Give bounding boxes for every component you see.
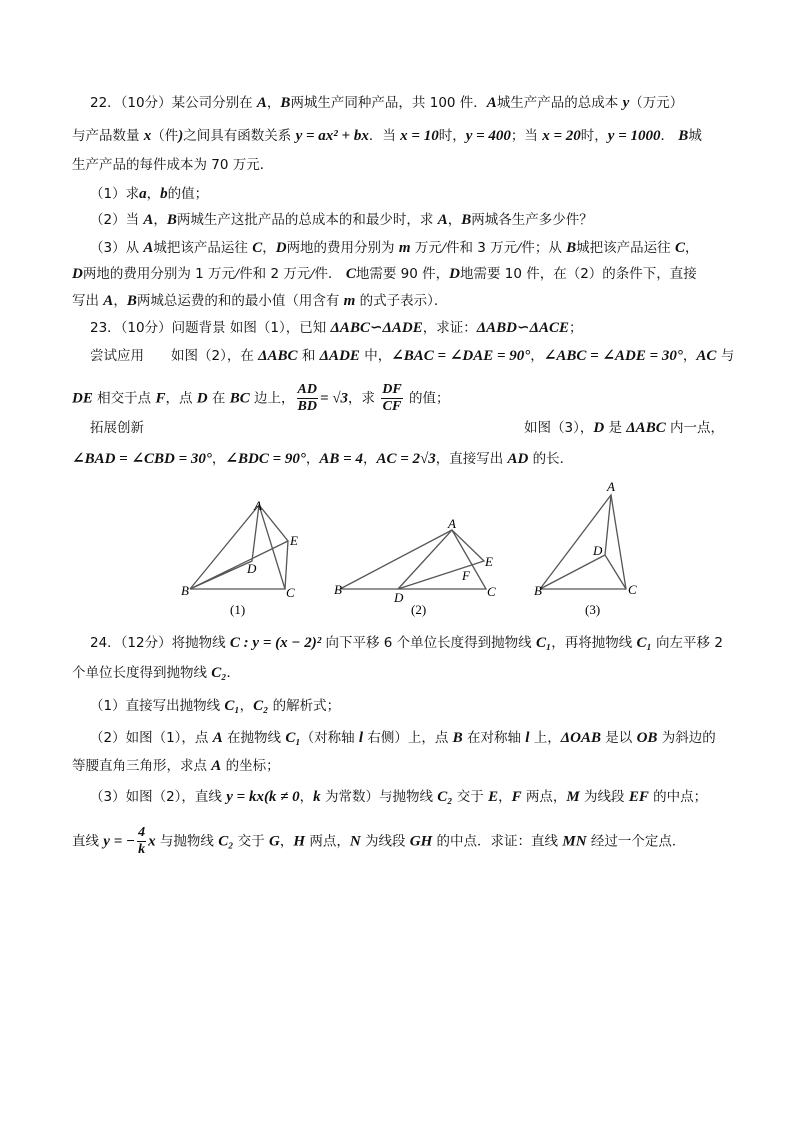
text-run: ， <box>530 348 544 364</box>
math-expression: F <box>511 789 522 805</box>
math-expression: B <box>126 293 137 309</box>
math-expression: G <box>269 833 280 850</box>
math-expression: F <box>155 390 166 407</box>
text-run: 右侧）上，点 <box>363 730 453 746</box>
math-expression: A <box>103 293 114 309</box>
math-expression: y = − <box>103 833 136 850</box>
text-run: 个单位长度得到抛物线 <box>72 665 212 681</box>
text-run: 的值； <box>404 390 450 407</box>
text-run: 与 <box>716 348 735 364</box>
math-expression: D <box>196 390 208 407</box>
text-run: 交于 <box>233 833 270 850</box>
math-expression: x <box>148 833 156 850</box>
text-run: 件． <box>314 266 346 282</box>
fraction-numerator: AD <box>297 382 317 397</box>
text-run: 为线段 <box>579 789 629 805</box>
math-expression: C₁ <box>636 635 652 651</box>
text-run: 件；从 <box>521 240 567 256</box>
fig2-label-c: C <box>487 584 496 599</box>
math-expression: C₁ <box>535 635 552 651</box>
text-run: 两城生产这批产品的总成本的和最少时，求 <box>176 212 438 228</box>
math-expression: x = 10 <box>400 128 439 144</box>
math-expression: GH <box>409 833 433 850</box>
text-run: ， <box>299 789 314 805</box>
text-run: ， <box>498 789 512 805</box>
text-run: 与抛物线 <box>155 833 219 850</box>
text-run: 22．（10分）某公司分别在 <box>90 95 257 111</box>
math-expression: y = kx(k ≠ 0 <box>226 789 300 805</box>
math-expression: C <box>345 266 356 282</box>
text-run: ，求证： <box>422 320 477 336</box>
text-run: ，再将抛物线 <box>551 635 637 651</box>
text-run: 生产产品的每件成本为 70 万元． <box>72 157 274 173</box>
math-expression: y = 400 <box>465 128 511 144</box>
text-run: 的值； <box>167 186 209 202</box>
math-expression: C₁ <box>224 698 240 714</box>
math-expression: ∠ABC = ∠ADE = 30° <box>543 348 683 364</box>
text-run: 与产品数量 <box>72 128 144 144</box>
text-run: 如图（3）， <box>524 420 594 436</box>
math-expression: A <box>211 758 222 774</box>
text-run: 的坐标； <box>221 758 280 774</box>
text-run: 城 <box>688 128 702 144</box>
text-run: ， <box>262 240 276 256</box>
fig1-label-d: D <box>247 561 257 576</box>
text-run: （件 <box>151 128 179 144</box>
math-expression: l <box>525 730 530 746</box>
fig2-label-e: E <box>485 554 493 569</box>
text-run: （3）从 <box>90 240 144 256</box>
text-run: ， <box>211 451 226 467</box>
text-run: 的解析式； <box>268 698 341 714</box>
math-expression: l <box>358 730 364 746</box>
text-run: 在抛物线 <box>222 730 286 746</box>
text-run: 在 <box>207 390 230 407</box>
math-expression: a <box>139 186 147 202</box>
text-run: （2）当 <box>90 212 144 228</box>
text-run: 城把该产品运往 <box>153 240 253 256</box>
text-run: 写出 <box>72 293 104 309</box>
fraction-numerator: 4 <box>138 825 146 840</box>
fig3-label-a: A <box>607 479 615 494</box>
text-run: 拓展创新 <box>90 420 144 436</box>
text-run: 相交于点 <box>92 390 156 407</box>
math-expression: D <box>449 266 460 282</box>
math-expression: k <box>313 789 321 805</box>
text-run: 城把该产品运往 <box>576 240 675 256</box>
text-run: 经过一个定点． <box>586 833 686 850</box>
math-expression: A <box>212 730 223 746</box>
text-run: 23．（10分）问题背景 如图（1），已知 <box>90 320 331 336</box>
text-run: 内一点， <box>665 420 724 436</box>
text-run: 时， <box>438 128 466 144</box>
text-run: ， <box>447 212 462 228</box>
math-expression: BC <box>229 390 250 407</box>
math-expression: = √3 <box>319 390 348 407</box>
math-expression: C <box>674 240 685 256</box>
text-run: 时， <box>580 128 608 144</box>
text-run: ， <box>146 186 161 202</box>
math-expression: y = ax² + bx <box>295 128 369 144</box>
text-run: 两城生产同种产品，共 100 件． <box>290 95 487 111</box>
math-expression: AC <box>696 348 717 364</box>
text-run: ， <box>684 240 699 256</box>
math-expression: A <box>437 212 448 228</box>
text-run: ， <box>113 293 127 309</box>
text-run: 和 <box>297 348 320 364</box>
text-run: ， <box>279 833 294 850</box>
math-expression: ∠BDC = 90° <box>225 451 306 467</box>
math-expression: m <box>398 240 411 256</box>
fig1-label-a: A <box>254 498 262 513</box>
math-expression: OB <box>636 730 658 746</box>
math-expression: / <box>310 266 315 282</box>
math-expression: ΔABC <box>626 420 666 436</box>
fig1-label-c: C <box>286 585 295 600</box>
fraction-numerator: DF <box>382 382 402 397</box>
text-run: 24．（12分）将抛物线 <box>90 635 230 651</box>
text-run: 是以 <box>600 730 637 746</box>
text-run: 的中点； <box>648 789 708 805</box>
math-expression: x <box>143 128 152 144</box>
math-expression: DE <box>72 390 93 407</box>
text-run: 等腰直角三角形，求点 <box>72 758 212 774</box>
text-run: 的长． <box>528 451 574 467</box>
fig1-label-e: E <box>290 533 298 548</box>
text-run: 两点， <box>521 789 567 805</box>
math-expression: C₂ <box>211 665 227 681</box>
math-expression: B <box>452 730 463 746</box>
math-expression: B <box>166 212 177 228</box>
fig2-label-b: B <box>334 582 342 597</box>
text-run: 向下平移 6 个单位长度得到抛物线 <box>321 635 536 651</box>
math-expression: A <box>143 212 154 228</box>
fig3-label-d: D <box>593 543 603 558</box>
math-expression: y = 1000 <box>607 128 661 144</box>
fig2-label-d: D <box>394 590 404 605</box>
math-expression: b <box>160 186 168 202</box>
math-expression: y <box>622 95 630 111</box>
text-run: ，点 <box>165 390 197 407</box>
text-run: ， <box>153 212 167 228</box>
text-run: 为斜边的 <box>657 730 716 746</box>
math-expression: M <box>566 789 580 805</box>
math-expression: ) <box>178 128 184 144</box>
math-expression: EF <box>628 789 649 805</box>
fig3-caption: (3) <box>585 602 601 617</box>
text-run: （1）求 <box>90 186 140 202</box>
math-expression: / <box>517 240 522 256</box>
text-run: 地需要 10 件，在（2）的条件下，直接 <box>459 266 697 282</box>
fraction-denominator: CF <box>382 399 402 414</box>
math-expression: ΔABC <box>258 348 298 364</box>
fig1-label-b: B <box>181 583 189 598</box>
text-run: ， <box>682 348 697 364</box>
text-run: ； <box>569 320 583 336</box>
math-expression: / <box>441 240 446 256</box>
math-expression: H <box>293 833 306 850</box>
text-run: 向左平移 2 <box>651 635 723 651</box>
math-expression: C₁ <box>285 730 301 746</box>
math-expression: m <box>343 293 356 309</box>
fig3-label-b: B <box>534 583 542 598</box>
text-run: 万元 <box>410 240 442 256</box>
text-run: 直线 <box>72 833 104 850</box>
text-run: ，求 <box>347 390 380 407</box>
text-run: 地需要 90 件， <box>355 266 450 282</box>
text-run: ， <box>362 451 377 467</box>
text-run: 的中点．求证：直线 <box>432 833 563 850</box>
math-expression: ∠BAD = ∠CBD = 30° <box>72 451 212 467</box>
math-expression: ΔABC∽ΔADE <box>330 320 423 336</box>
text-run: 上， <box>529 730 561 746</box>
figure-1 <box>190 505 288 589</box>
text-run: 两城总运费的和的最小值（用含有 <box>136 293 344 309</box>
text-run: ；当 <box>510 128 543 144</box>
text-run: 为常数）与抛物线 <box>320 789 438 805</box>
text-run: 是 <box>604 420 627 436</box>
math-expression: A <box>486 95 497 111</box>
text-run: 件和 3 万元 <box>446 240 518 256</box>
text-run: 的式子表示）． <box>355 293 448 309</box>
math-expression: C₂ <box>437 789 453 805</box>
math-expression: B <box>280 95 291 111</box>
math-expression: AB = 4 <box>319 451 363 467</box>
fig2-label-f: F <box>462 568 470 583</box>
math-expression: A <box>256 95 267 111</box>
text-run: 交于 <box>452 789 489 805</box>
math-expression: ΔABD∽ΔACE <box>476 320 569 336</box>
fig3-label-c: C <box>628 582 637 597</box>
text-run: 两城各生产多少件？ <box>471 212 593 228</box>
text-run: ． <box>226 665 241 681</box>
math-expression: B <box>461 212 472 228</box>
math-expression: D <box>593 420 605 436</box>
math-expression: C₂ <box>218 833 234 850</box>
fig2-caption: (2) <box>411 602 427 617</box>
text-run: 两地的费用分别为 <box>286 240 399 256</box>
math-expression: N <box>349 833 361 850</box>
math-expression: C <box>252 240 263 256</box>
text-run: 边上， <box>249 390 295 407</box>
text-run: 中， <box>359 348 392 364</box>
text-run: 在对称轴 <box>462 730 526 746</box>
text-run: （对称轴 <box>300 730 359 746</box>
math-expression: ΔADE <box>319 348 360 364</box>
math-expression: x = 20 <box>542 128 581 144</box>
fraction-denominator: BD <box>297 399 317 414</box>
math-expression: MN <box>562 833 587 850</box>
fraction-denominator: k <box>138 842 146 857</box>
math-expression: E <box>488 789 499 805</box>
text-run: 两点， <box>305 833 350 850</box>
fig1-caption: (1) <box>230 602 246 617</box>
text-run: ， <box>266 95 281 111</box>
text-run: 之间具有函数关系 <box>183 128 296 144</box>
math-expression: B <box>678 128 689 144</box>
text-run: 城生产产品的总成本 <box>496 95 623 111</box>
math-expression: B <box>566 240 577 256</box>
text-run: ． <box>660 128 679 144</box>
text-run: （1）直接写出抛物线 <box>90 698 225 714</box>
math-expression: AC = 2√3 <box>376 451 436 467</box>
text-run: ，直接写出 <box>435 451 508 467</box>
figure-3 <box>540 495 626 589</box>
math-expression: AD <box>507 451 529 467</box>
math-expression: C₂ <box>253 698 269 714</box>
text-run: 件和 2 万元 <box>239 266 311 282</box>
text-run: ， <box>239 698 254 714</box>
text-run: 两地的费用分别为 1 万元 <box>82 266 236 282</box>
text-run: 为线段 <box>360 833 410 850</box>
math-expression: D <box>275 240 287 256</box>
math-expression: D <box>72 266 83 282</box>
text-run: （万元） <box>629 95 684 111</box>
fig2-label-a: A <box>448 516 456 531</box>
text-run: （2）如图（1），点 <box>90 730 213 746</box>
text-run: 尝试应用 如图（2），在 <box>90 348 259 364</box>
text-run: ．当 <box>368 128 401 144</box>
math-expression: ΔOAB <box>560 730 601 746</box>
text-run: （3）如图（2），直线 <box>90 789 227 805</box>
math-expression: ∠BAC = ∠DAE = 90° <box>391 348 531 364</box>
math-expression: A <box>143 240 154 256</box>
math-expression: C : y = (x − 2)² <box>229 635 322 651</box>
text-run: ， <box>305 451 320 467</box>
math-expression: / <box>235 266 240 282</box>
